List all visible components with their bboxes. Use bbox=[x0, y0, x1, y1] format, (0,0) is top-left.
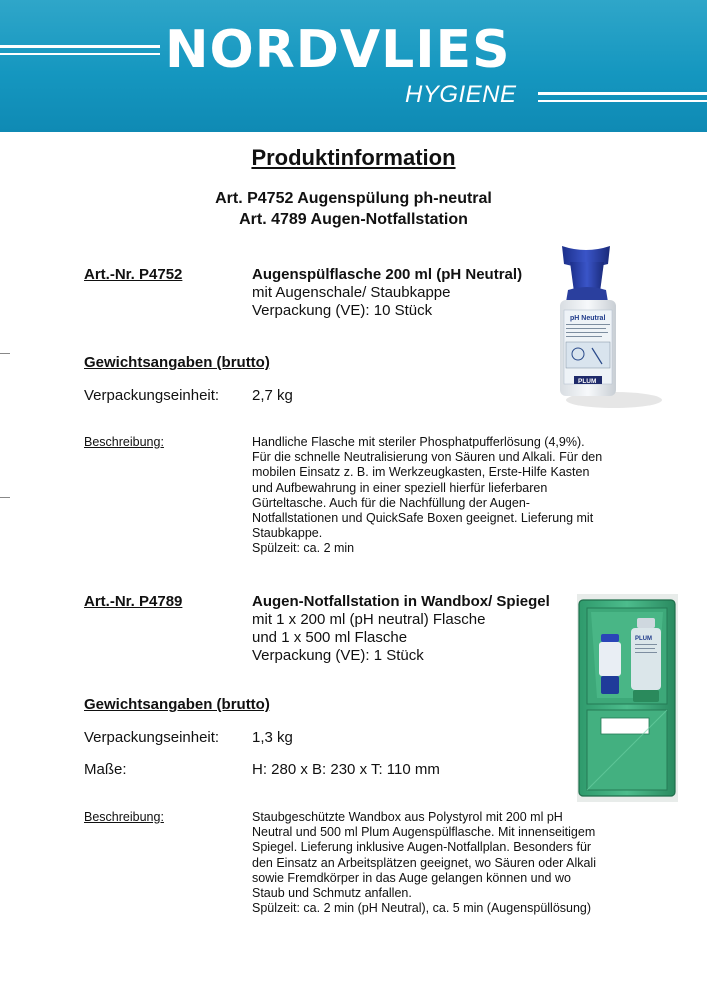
product-2-line: und 1 x 500 ml Flasche bbox=[252, 629, 408, 646]
header-line-top-2 bbox=[0, 53, 160, 55]
header-line-top bbox=[0, 45, 160, 48]
description-2 bbox=[252, 810, 596, 916]
description-line: Spülzeit: ca. 2 min bbox=[252, 541, 355, 556]
description-line: Staubkappe. bbox=[252, 526, 323, 541]
description-line: Gürteltasche. Auch für die Nachfüllung der Augen- bbox=[252, 495, 530, 510]
description-label-1: Beschreibung: bbox=[84, 435, 164, 449]
header-line-bottom bbox=[538, 92, 707, 95]
spec-label: Verpackungseinheit: bbox=[84, 387, 220, 404]
bottle-label: pH Neutral bbox=[570, 315, 606, 322]
article-number-2: Art.-Nr. P4789 bbox=[84, 593, 183, 610]
description-line: Spülzeit: ca. 2 min (pH Neutral), ca. 5 min (Augenspüllösung) bbox=[252, 901, 592, 916]
product-2-info bbox=[252, 593, 550, 665]
description-line: Neutral und 500 ml Plum Augenspülflasche. Mit innenseitigem bbox=[252, 825, 596, 840]
description-line: Für die schnelle Neutralisierung von Säuren und Alkali. Für den bbox=[252, 450, 603, 465]
description-line: Notfallstationen und QuickSafe Boxen geeignet. Lieferung mit bbox=[252, 511, 594, 526]
bottle-brand: PLUM bbox=[578, 378, 597, 385]
description-line: den Einsatz an Arbeitsplätzen geeignet, wo Säuren oder Alkali bbox=[252, 855, 596, 870]
station-bottle-label: PLUM bbox=[635, 636, 652, 642]
eyewash-station-image bbox=[577, 594, 678, 802]
description-1 bbox=[252, 435, 602, 557]
spec-value: H: 280 x B: 230 x T: 110 mm bbox=[252, 761, 440, 778]
subtitle-1: Art. P4752 Augenspülung ph-neutral bbox=[215, 190, 492, 207]
subtitle-2: Art. 4789 Augen-Notfallstation bbox=[239, 211, 468, 228]
page-title: Produktinformation bbox=[251, 145, 456, 170]
description-line: Spiegel. Lieferung inklusive Augen-Notfallplan. Besonders für bbox=[252, 840, 592, 855]
product-2-line: Verpackung (VE): 1 Stück bbox=[252, 647, 424, 664]
spec-label: Verpackungseinheit: bbox=[84, 729, 220, 746]
article-number-1: Art.-Nr. P4752 bbox=[84, 266, 183, 283]
product-2-name: Augen-Notfallstation in Wandbox/ Spiegel bbox=[252, 593, 550, 610]
weight-heading-2: Gewichtsangaben (brutto) bbox=[84, 696, 270, 713]
description-line: und Aufbewahrung in einer speziell hierfür lieferbaren bbox=[252, 480, 548, 495]
eyewash-bottle-image bbox=[548, 240, 668, 412]
description-line: Staub und Schmutz anfallen. bbox=[252, 886, 412, 901]
product-2-line: mit 1 x 200 ml (pH neutral) Flasche bbox=[252, 611, 486, 628]
description-label-2: Beschreibung: bbox=[84, 810, 164, 824]
header-banner bbox=[0, 0, 707, 132]
product-1-info bbox=[252, 266, 522, 320]
spec-label: Maße: bbox=[84, 761, 127, 778]
brand-logo-text: NORDVLIES bbox=[165, 20, 511, 80]
description-line: Handliche Flasche mit steriler Phosphatpufferlösung (4,9%). bbox=[252, 435, 585, 449]
margin-mark bbox=[0, 353, 10, 354]
description-line: mobilen Einsatz z. B. im Werkzeugkasten, Erste-Hilfe Kasten bbox=[252, 465, 590, 480]
brand-subtitle: HYGIENE bbox=[405, 81, 517, 108]
description-line: sowie Fremdkörper in das Auge gelangen können und wo bbox=[252, 870, 571, 885]
product-1-line: Verpackung (VE): 10 Stück bbox=[252, 302, 433, 319]
spec-value: 2,7 kg bbox=[252, 387, 293, 404]
header-line-bottom-2 bbox=[538, 100, 707, 102]
product-1-name: Augenspülflasche 200 ml (pH Neutral) bbox=[252, 266, 523, 283]
product-1-line: mit Augenschale/ Staubkappe bbox=[252, 284, 451, 301]
spec-value: 1,3 kg bbox=[252, 729, 293, 746]
weight-heading-1: Gewichtsangaben (brutto) bbox=[84, 354, 270, 371]
margin-mark bbox=[0, 497, 10, 498]
description-line: Staubgeschützte Wandbox aus Polystyrol mit 200 ml pH bbox=[252, 810, 563, 824]
